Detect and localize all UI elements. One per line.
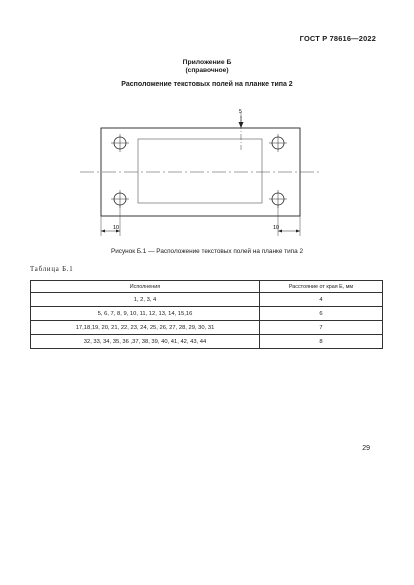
section-title: Расположение текстовых полей на планке типа 2 xyxy=(121,81,293,88)
cell-distance: 8 xyxy=(260,335,383,349)
cell-variants: 5, 6, 7, 8, 9, 10, 11, 12, 13, 14, 15,16 xyxy=(31,307,260,321)
cell-distance: 7 xyxy=(260,321,383,335)
mounting-hole-top-right xyxy=(269,134,287,152)
left-dimension xyxy=(101,225,120,233)
cell-distance: 4 xyxy=(260,293,383,307)
cell-variants: 1, 2, 3, 4 xyxy=(31,293,260,307)
mounting-hole-top-left xyxy=(111,134,129,152)
table-row xyxy=(31,307,383,321)
table-row xyxy=(31,335,383,349)
cell-variants: 32, 33, 34, 35, 36 ,37, 38, 39, 40, 41, 42, 43, 44 xyxy=(31,335,260,349)
appendix-note: (справочное) xyxy=(185,67,229,74)
table-row xyxy=(31,321,383,335)
right-dimension-label: 10 xyxy=(273,225,279,231)
right-dimension xyxy=(273,225,300,233)
table-row xyxy=(31,293,383,307)
table-header-row xyxy=(31,281,383,293)
header-variants: Исполнения xyxy=(31,281,260,293)
data-table xyxy=(30,280,383,349)
text-field-outline xyxy=(138,139,262,203)
cell-variants: 17,18,19, 20, 21, 22, 23, 24, 25, 26, 27, 28, 29, 30, 31 xyxy=(31,321,260,335)
figure-caption: Рисунок Б.1 — Расположение текстовых полей на планке типа 2 xyxy=(110,248,304,255)
left-dimension-label: 10 xyxy=(113,225,119,231)
standard-code: ГОСТ Р 78616—2022 xyxy=(299,34,376,43)
cell-distance: 6 xyxy=(260,307,383,321)
table-caption: Таблица Б.1 xyxy=(30,266,74,273)
page-number: 29 xyxy=(362,445,370,452)
appendix-title: Приложение Б xyxy=(182,59,232,66)
header-distance: Расстояние от края Е, мм xyxy=(260,281,383,293)
top-dimension-label: 5 xyxy=(239,109,242,115)
dimension-arrow-head xyxy=(239,122,244,128)
